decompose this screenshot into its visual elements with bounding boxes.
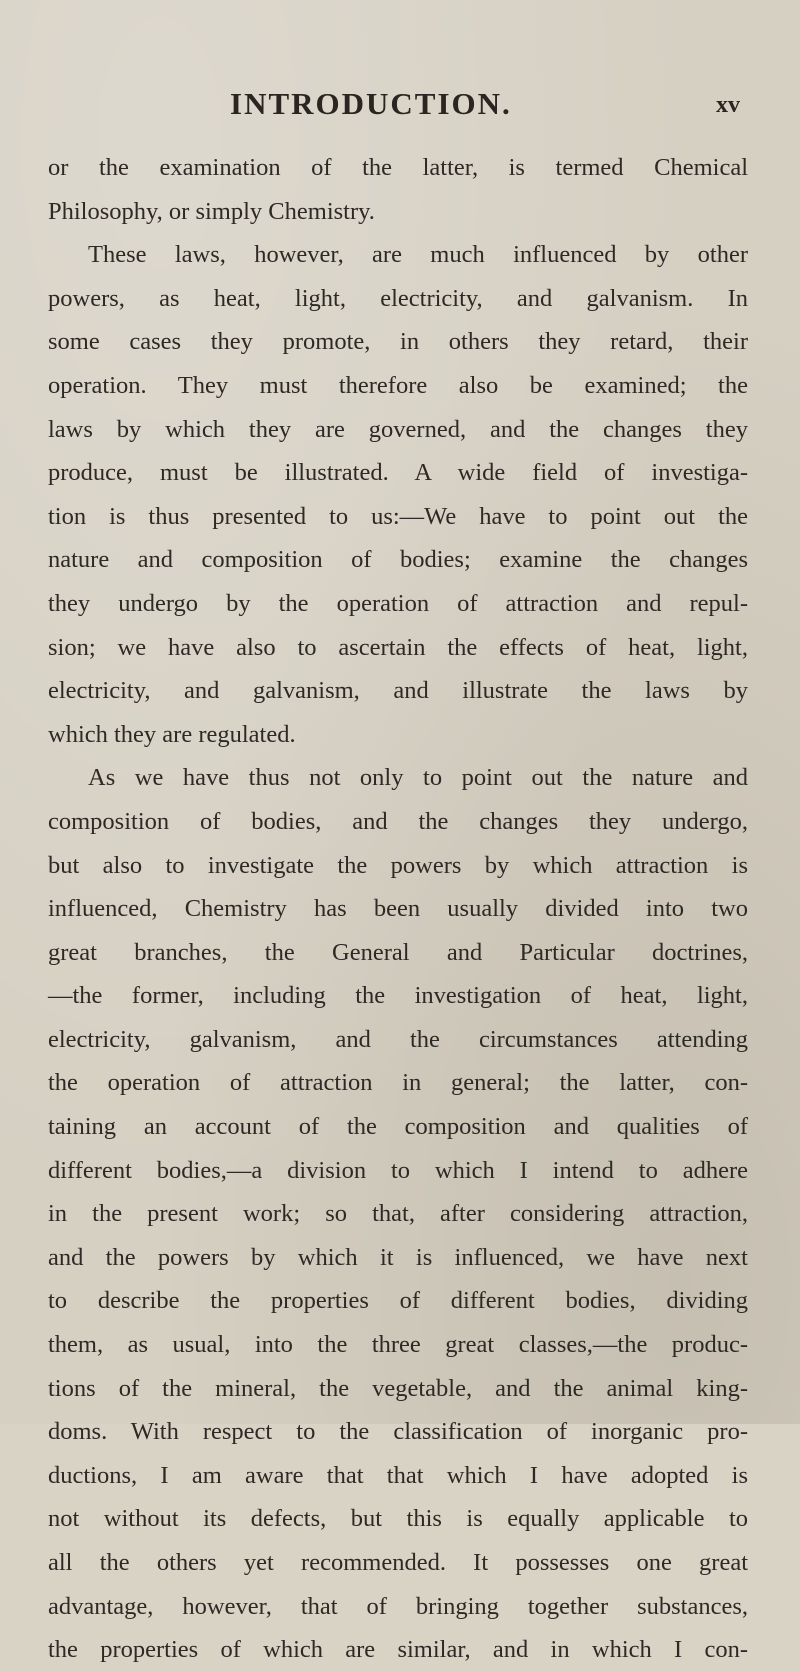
text-line: Philosophy, or simply Chemistry. xyxy=(48,197,375,225)
text-line: the properties of which are similar, and in which I con- xyxy=(48,1636,748,1664)
page-number: xv xyxy=(716,92,740,118)
text-line: electricity, galvanism, and the circumstances attending xyxy=(48,1025,748,1053)
body-text xyxy=(48,146,748,1672)
text-line: doms. With respect to the classification of inorganic pro- xyxy=(48,1418,748,1446)
text-line: nature and composition of bodies; examine the changes xyxy=(48,546,748,574)
text-line: produce, must be illustrated. A wide field of investiga- xyxy=(48,459,748,487)
text-line: powers, as heat, light, electricity, and galvanism. In xyxy=(48,284,748,312)
text-line: tions of the mineral, the vegetable, and the animal king- xyxy=(48,1374,748,1402)
text-line: advantage, however, that of bringing together substances, xyxy=(48,1592,748,1620)
text-line: them, as usual, into the three great classes,—the produc- xyxy=(48,1331,748,1359)
text-line: great branches, the General and Particular doctrines, xyxy=(48,938,748,966)
text-line: and the powers by which it is influenced, we have next xyxy=(48,1243,748,1271)
text-line: —the former, including the investigation of heat, light, xyxy=(48,982,748,1010)
text-line: ductions, I am aware that that which I have adopted is xyxy=(48,1461,748,1489)
text-line: operation. They must therefore also be examined; the xyxy=(48,371,748,399)
text-line: tion is thus presented to us:—We have to point out the xyxy=(48,502,748,530)
text-line: electricity, and galvanism, and illustrate the laws by xyxy=(48,677,748,705)
text-line: different bodies,—a division to which I intend to adhere xyxy=(48,1156,748,1184)
text-line: These laws, however, are much influenced by other xyxy=(88,241,748,269)
running-title: INTRODUCTION. xyxy=(230,86,512,121)
text-line: not without its defects, but this is equally applicable to xyxy=(48,1505,748,1533)
page-header xyxy=(0,78,800,124)
text-line: to describe the properties of different bodies, dividing xyxy=(48,1287,748,1315)
text-line: in the present work; so that, after considering attraction, xyxy=(48,1200,748,1228)
text-line: which they are regulated. xyxy=(48,720,296,748)
text-line: but also to investigate the powers by which attraction is xyxy=(48,851,748,879)
text-line: or the examination of the latter, is termed Chemical xyxy=(48,154,748,181)
text-line: the operation of attraction in general; the latter, con- xyxy=(48,1069,748,1097)
text-line: some cases they promote, in others they retard, their xyxy=(48,328,748,356)
text-line: sion; we have also to ascertain the effects of heat, light, xyxy=(48,633,748,661)
text-line: influenced, Chemistry has been usually divided into two xyxy=(48,895,748,923)
text-line: taining an account of the composition and qualities of xyxy=(48,1113,748,1141)
text-line: composition of bodies, and the changes they undergo, xyxy=(48,807,748,835)
text-line: laws by which they are governed, and the changes they xyxy=(48,415,748,443)
text-line: As we have thus not only to point out the nature and xyxy=(88,764,748,792)
text-line: all the others yet recommended. It possesses one great xyxy=(48,1549,748,1576)
text-line: they undergo by the operation of attraction and repul- xyxy=(48,589,748,617)
